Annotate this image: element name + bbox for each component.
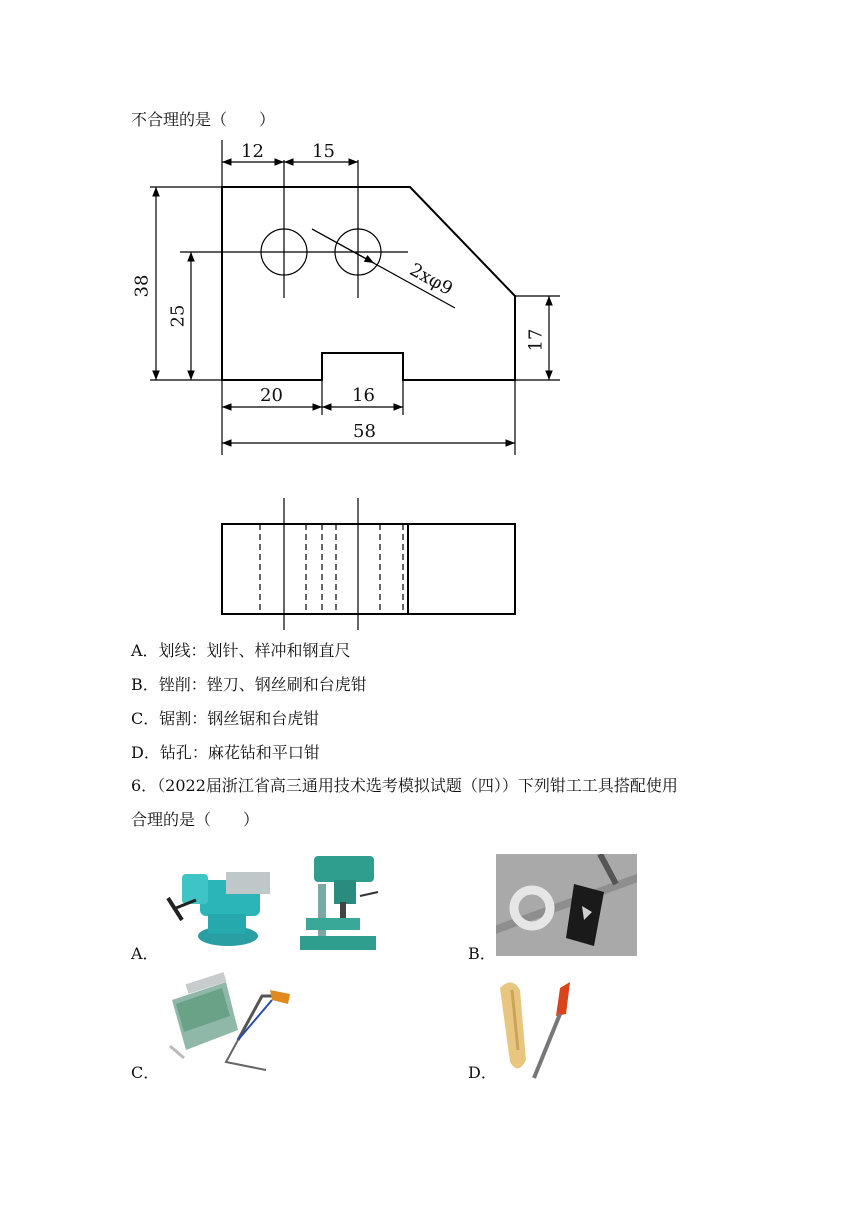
dim-12: 12	[241, 141, 264, 162]
dim-15: 15	[312, 141, 335, 162]
q5-option-b: B．锉削：锉刀、钢丝刷和台虎钳	[131, 675, 367, 694]
q6-option-c-label: C．	[131, 1063, 160, 1082]
q6-stem-line1: 6．（2022届浙江省高三通用技术选考模拟试题（四））下列钳工工具搭配使用	[131, 776, 678, 795]
dim-16: 16	[352, 385, 375, 406]
q5-option-c: C．锯割：钢丝锯和台虎钳	[131, 709, 320, 728]
dim-25: 25	[167, 304, 189, 328]
q6-option-a-label: A．	[131, 944, 159, 963]
q5-option-a: A．划线：划针、样冲和钢直尺	[131, 641, 351, 660]
file-icon	[534, 982, 570, 1078]
dim-holes: 2xφ9	[406, 259, 457, 300]
dim-20: 20	[260, 385, 283, 406]
q5-option-d: D．钻孔：麻花钻和平口钳	[131, 743, 320, 762]
q6-option-b-label: B．	[468, 944, 496, 963]
dim-58: 58	[353, 421, 376, 442]
q6-stem-line2: 合理的是（ ）	[131, 810, 260, 829]
dim-38: 38	[131, 274, 153, 298]
q6-option-d-label: D．	[468, 1063, 497, 1082]
wire-brush-icon	[500, 982, 526, 1068]
dim-17: 17	[525, 328, 547, 352]
q5-stem-tail: 不合理的是（ ）	[131, 110, 276, 129]
